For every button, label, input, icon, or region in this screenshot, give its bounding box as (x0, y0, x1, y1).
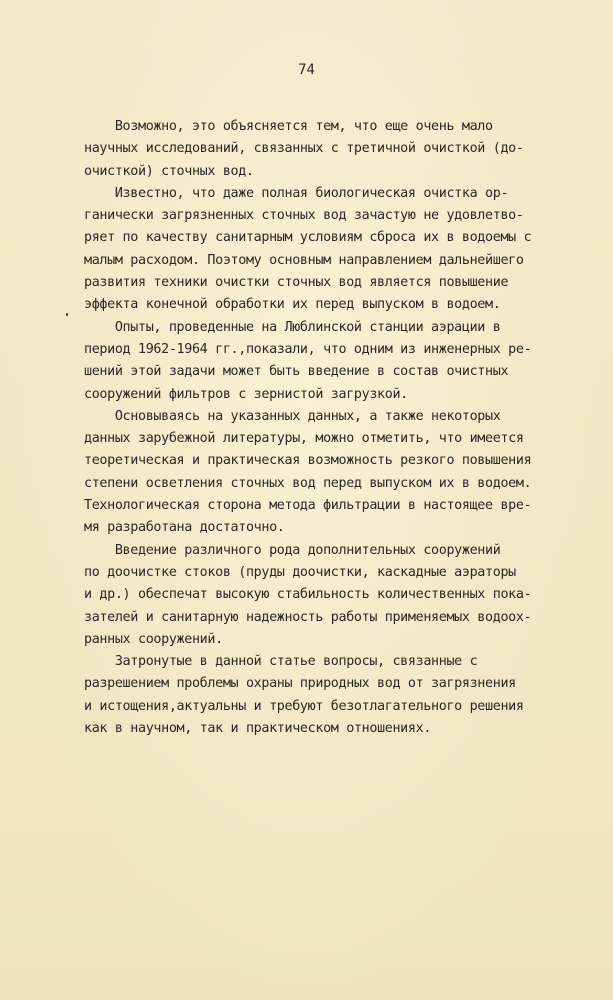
text-line: малым расходом. Поэтому основным направлением дальнейшего (84, 252, 524, 268)
text-line: научных исследований, связанных с третичной очисткой (до- (84, 141, 524, 157)
text-line: зателей и санитарную надежность работы применяемых водоох- (84, 609, 532, 625)
text-line: период 1962-1964 гг.,показали, что одним из инженерных ре- (84, 341, 532, 357)
text-line: Затронутые в данной статье вопросы, связанные с (84, 654, 478, 670)
paragraph (84, 540, 604, 651)
page-number: 74 (298, 62, 315, 78)
text-line: теоретическая и практическая возможность резкого повышения (84, 453, 532, 469)
text-line: ганически загрязненных сточных вод зачастую не удовлетво- (84, 208, 524, 224)
text-line: данных зарубежной литературы, можно отметить, что имеется (84, 431, 524, 447)
text-line: степени осветления сточных вод перед выпуском их в водоем. (84, 475, 532, 491)
text-line: Известно, что даже полная биологическая очистка ор- (84, 185, 509, 201)
paragraph (84, 651, 604, 740)
text-line: по доочистке стоков (пруды доочистки, каскадные аэраторы (84, 564, 516, 580)
text-line: ранных сооружений. (84, 631, 223, 647)
text-line: разрешением проблемы охраны природных вод от загрязнения (84, 676, 516, 692)
text-line: как в научном, так и практическом отношениях. (84, 721, 432, 737)
text-line: развития техники очистки сточных вод является повышение (84, 275, 509, 291)
text-line: Введение различного рода дополнительных сооружений (84, 542, 501, 558)
text-line: эффекта конечной обработки их перед выпуском в водоем. (84, 297, 501, 313)
text-line: Основываясь на указанных данных, а также некоторых (84, 408, 501, 424)
body-text (84, 116, 604, 740)
paragraph (84, 406, 604, 540)
text-line: Технологическая сторона метода фильтрации в настоящее вре- (84, 498, 532, 514)
text-line: Возможно, это объясняется тем, что еще очень мало (84, 119, 493, 134)
text-line: мя разработана достаточно. (84, 520, 285, 536)
text-line: Опыты, проведенные на Люблинской станции аэрации в (84, 319, 501, 335)
text-line: ряет по качеству санитарным условиям сброса их в водоемы с (84, 230, 532, 246)
paragraph (84, 116, 604, 183)
text-line: и др.) обеспечат высокую стабильность количественных пока- (84, 587, 532, 603)
paragraph (84, 317, 604, 406)
ink-speck (66, 313, 68, 316)
text-line: шений этой задачи может быть введение в состав очистных (84, 364, 509, 380)
paragraph (84, 183, 604, 317)
text-line: сооружений фильтров с зернистой загрузкой. (84, 386, 408, 402)
text-line: очисткой) сточных вод. (84, 163, 254, 179)
text-line: и истощения,актуальны и требуют безотлагательного решения (84, 698, 524, 714)
